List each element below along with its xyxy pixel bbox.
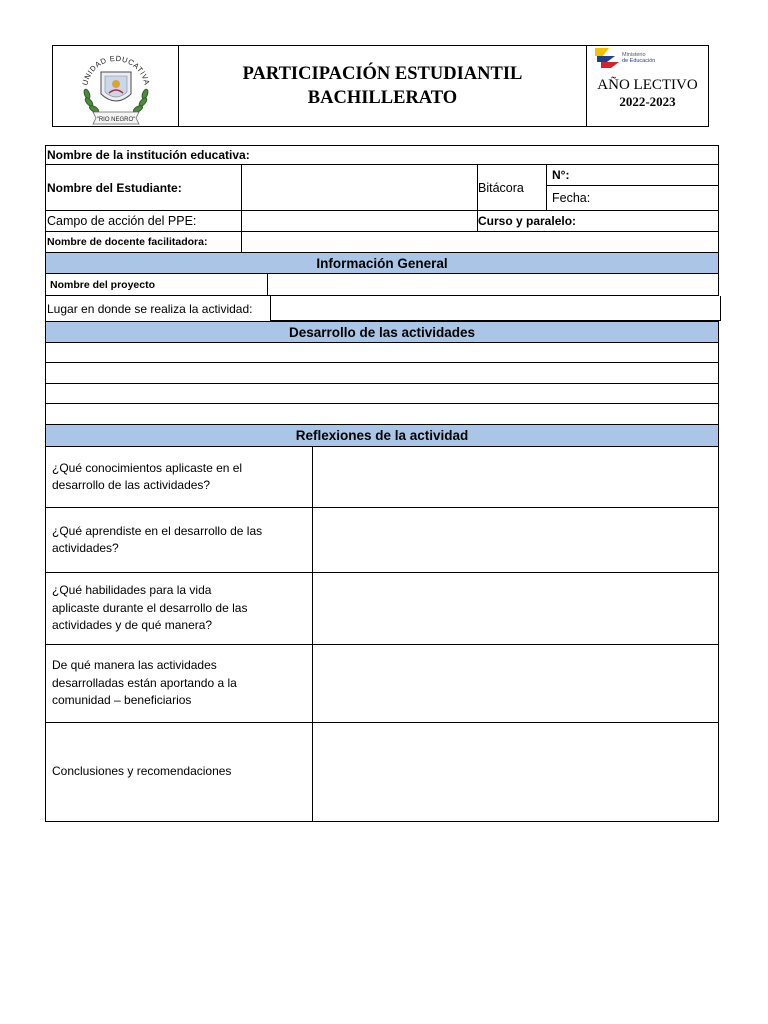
reflection-answer-1[interactable]	[312, 447, 718, 507]
field-input[interactable]	[241, 211, 477, 231]
reflection-question-5-line-1: Conclusiones y recomendaciones	[52, 764, 232, 779]
reflection-question-3-line-1: ¿Qué habilidades para la vida	[52, 583, 212, 598]
reflection-answer-3[interactable]	[312, 573, 718, 644]
reflection-question-5	[46, 723, 312, 821]
general-info-heading	[45, 252, 719, 273]
activities-heading	[45, 321, 719, 342]
logbook-label: Bitácora	[478, 180, 524, 195]
reflection-question-1-line-2: desarrollo de las actividades?	[52, 478, 211, 492]
school-logo-banner: "RIO NEGRO"	[96, 117, 136, 123]
reflection-answer-4[interactable]	[312, 645, 718, 722]
reflection-row-3	[45, 572, 719, 644]
ministry-line-1: Ministerio	[622, 52, 646, 58]
reflection-question-3-line-3: actividades y de qué manera?	[52, 618, 213, 633]
title-line-1: PARTICIPACIÓN ESTUDIANTIL	[242, 64, 523, 84]
general-info-heading-text: Información General	[316, 255, 448, 271]
activities-heading-text: Desarrollo de las actividades	[288, 324, 476, 340]
title-line-2: BACHILLERATO	[307, 88, 458, 108]
reflections-heading-text: Reflexiones de la actividad	[295, 428, 469, 443]
place-input[interactable]	[270, 296, 721, 321]
teacher-label: Nombre de docente facilitadora:	[47, 236, 208, 248]
reflection-question-3	[46, 573, 312, 644]
ministry-logo	[595, 48, 655, 68]
project-input[interactable]	[267, 274, 718, 295]
field-label: Campo de acción del PPE:	[47, 214, 197, 228]
activity-line-4[interactable]	[45, 403, 719, 424]
activity-line-1[interactable]	[45, 342, 719, 362]
project-row	[45, 273, 719, 295]
reflection-question-4	[46, 645, 312, 722]
course-label: Curso y paralelo:	[478, 214, 577, 228]
reflection-row-2	[45, 507, 719, 572]
reflection-row-5	[45, 722, 719, 822]
activity-line-2[interactable]	[45, 362, 719, 383]
logbook-form	[45, 145, 719, 822]
reflection-question-2-line-2: actividades?	[52, 541, 119, 555]
date-label: Fecha:	[552, 190, 591, 205]
reflection-question-1	[46, 447, 312, 507]
school-logo-arc-text: UNIDAD EDUCATIVA	[80, 53, 152, 87]
reflection-question-2-line-1: ¿Qué aprendiste en el desarrollo de las	[52, 523, 263, 538]
reflections-heading	[45, 424, 719, 446]
reflection-row-1	[45, 446, 719, 507]
school-year-cell	[587, 46, 708, 126]
ministry-line-2: de Educación	[622, 58, 656, 64]
teacher-input[interactable]	[241, 232, 718, 252]
reflection-question-3-line-2: aplicaste durante el desarrollo de las	[52, 600, 248, 615]
document-title	[179, 46, 587, 126]
ministry-flag-icon	[595, 48, 619, 68]
student-name-field[interactable]	[241, 165, 477, 210]
reflection-row-4	[45, 644, 719, 722]
field-row	[45, 210, 719, 231]
reflection-question-1-line-1: ¿Qué conocimientos aplicaste en el	[52, 460, 243, 475]
reflection-question-4-line-2: desarrolladas están aportando a la	[52, 675, 237, 690]
place-label: Lugar en donde se realiza la actividad:	[47, 301, 253, 316]
school-logo-cell	[53, 46, 179, 126]
number-label: N°:	[552, 168, 570, 182]
institution-label: Nombre de la institución educativa:	[47, 148, 250, 162]
reflection-question-4-line-1: De qué manera las actividades	[52, 658, 217, 673]
activity-line-3[interactable]	[45, 383, 719, 403]
student-label: Nombre del Estudiante:	[47, 180, 182, 195]
teacher-row	[45, 231, 719, 252]
reflection-question-4-line-3: comunidad – beneficiarios	[52, 693, 192, 708]
school-year-label: AÑO LECTIVO	[597, 77, 698, 93]
reflection-question-2	[46, 508, 312, 572]
reflection-answer-5[interactable]	[312, 723, 718, 821]
school-year-value: 2022-2023	[619, 94, 676, 109]
project-label: Nombre del proyecto	[50, 278, 156, 291]
document-header	[52, 45, 709, 127]
reflection-answer-2[interactable]	[312, 508, 718, 572]
place-row	[45, 295, 719, 321]
student-row	[45, 164, 719, 210]
school-logo	[53, 46, 177, 126]
institution-row	[45, 145, 719, 164]
